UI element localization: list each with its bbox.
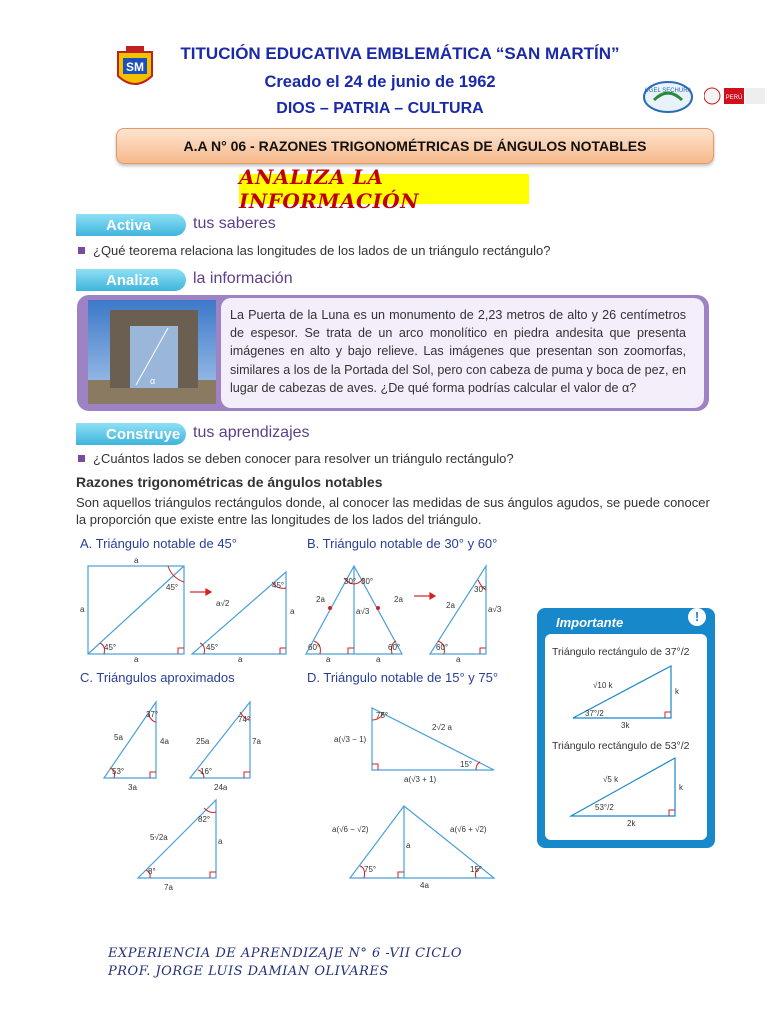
label-4a: 4a [420, 881, 429, 890]
label-75: 75° [364, 865, 377, 874]
caption-d: D. Triángulo notable de 15° y 75° [307, 670, 499, 685]
label-45: 45° [272, 581, 285, 590]
label-60: 60° [436, 643, 449, 652]
label-2sqrt2a: 2√2 a [432, 723, 452, 732]
label-a: a [376, 655, 381, 664]
t1-side-label: k [675, 687, 679, 696]
label-a-sqrt3: a√3 [488, 605, 502, 614]
t2-hyp-label: √5 k [603, 775, 619, 784]
label-30: 30° [344, 577, 357, 586]
t2-angle-label: 53°/2 [595, 803, 614, 812]
label-24a: 24a [214, 783, 228, 792]
construye-pill: Construye [76, 423, 186, 445]
label-5sqrt2a: 5√2a [150, 833, 168, 842]
school-name: TITUCIÓN EDUCATIVA EMBLEMÁTICA “SAN MARTÍN” [180, 44, 620, 63]
caption-a: A. Triángulo notable de 45° [80, 536, 237, 551]
label-37: 37° [146, 710, 159, 719]
label-25a: 25a [196, 737, 210, 746]
label-8: 8° [148, 867, 156, 876]
razones-description: Son aquellos triángulos rectángulos donde, al conocer las medidas de sus ángulos agudos, se puede conocer la proporción que existe entre las longitudes de los lados del triángulo. [76, 495, 710, 527]
label-5a: 5a [114, 733, 123, 742]
t1-hyp-label: √10 k [593, 681, 613, 690]
importante-title: Importante [556, 615, 624, 630]
importante-t1-title: Triángulo rectángulo de 37°/2 [552, 646, 690, 658]
creation-date: Creado el 24 de junio de 1962 [264, 73, 496, 91]
label-53: 53° [112, 767, 125, 776]
school-motto: DIOS – PATRIA – CULTURA [276, 100, 484, 117]
construye-subtitle: tus aprendizajes [193, 424, 310, 441]
t1-angle-label: 37°/2 [585, 709, 604, 718]
label-60: 60° [388, 643, 401, 652]
label-2a: 2a [446, 601, 455, 610]
label-a: a [218, 837, 223, 846]
label-a: a [134, 655, 139, 664]
label-a: a [326, 655, 331, 664]
footer-teacher: PROF. JORGE LUIS DAMIAN OLIVARES [108, 964, 389, 979]
label-a: a [134, 556, 139, 565]
label-75: 75° [376, 711, 389, 720]
activa-pill: Activa [76, 214, 186, 236]
logo-text: SM [126, 60, 144, 74]
caption-c: C. Triángulos aproximados [80, 670, 235, 685]
analiza-banner-text: ANALIZA LA INFORMACIÓN [239, 165, 420, 213]
ugel-text: UGEL SECHURA [644, 88, 692, 94]
label-a-sqrt2: a√2 [216, 599, 230, 608]
label-30: 30° [361, 577, 374, 586]
t1-base-label: 3k [621, 721, 630, 730]
importante-t2-title: Triángulo rectángulo de 53°/2 [552, 740, 690, 752]
label-a: a [290, 607, 295, 616]
triangle-15-75 [372, 708, 494, 770]
t2-base-label: 2k [627, 819, 636, 828]
label-45: 45° [206, 643, 219, 652]
label-7a: 7a [164, 883, 173, 892]
label-a: a [80, 605, 85, 614]
label-45: 45° [166, 583, 179, 592]
activa-subtitle: tus saberes [193, 215, 276, 232]
label-a-sqrt6-minus-sqrt2: a(√6 − √2) [332, 825, 369, 834]
label-82: 82° [198, 815, 211, 824]
label-15: 15° [460, 760, 473, 769]
diagonal-45 [88, 566, 184, 654]
analiza-text: La Puerta de la Luna es un monumento de 2,23 metros de alto y 26 centímetros de espesor. Se trata de un arco monolítico en piedra andesita que presenta imágenes en alto y bajo relieve. Las imágenes que presentan son zoomorfas, similares a los de la Portada del Sol, pero con cabeza de puma y boca de pez, en lugar de cabezas de aves. ¿De qué forma podrías calcular el valor de α? [230, 308, 686, 395]
label-2a: 2a [394, 595, 403, 604]
photo-alpha: α [150, 376, 156, 386]
construye-question: ¿Cuántos lados se deben conocer para resolver un triángulo rectángulo? [93, 451, 514, 466]
label-7a: 7a [252, 737, 261, 746]
importante-triangles [545, 634, 707, 840]
label-a: a [456, 655, 461, 664]
label-45: 45° [104, 643, 117, 652]
razones-title: Razones trigonométricas de ángulos notables [76, 474, 383, 490]
label-a-sqrt3: a√3 [356, 607, 370, 616]
label-a: a [406, 841, 411, 850]
caption-b: B. Triángulo notable de 30° y 60° [307, 536, 498, 551]
label-a: a [238, 655, 243, 664]
label-a-sqrt3-minus-1: a(√3 − 1) [334, 735, 367, 744]
analiza-subtitle: la información [193, 270, 293, 287]
label-16: 16° [200, 767, 213, 776]
activity-title-bar: A.A N° 06 - RAZONES TRIGONOMÉTRICAS DE ÁNGULOS NOTABLES [116, 128, 714, 164]
t2-side-label: k [679, 783, 683, 792]
activa-question: ¿Qué teorema relaciona las longitudes de los lados de un triángulo rectángulo? [93, 243, 551, 258]
analiza-pill: Analiza [76, 269, 186, 291]
label-a-sqrt3-plus-1: a(√3 + 1) [404, 775, 437, 784]
label-a-sqrt6-plus-sqrt2: a(√6 + √2) [450, 825, 487, 834]
label-4a: 4a [160, 737, 169, 746]
label-60: 60° [308, 643, 321, 652]
label-15: 15° [470, 865, 483, 874]
footer-experience: EXPERIENCIA DE APRENDIZAJE N° 6 -VII CICLO [108, 946, 462, 961]
exclamation-icon: ! [688, 608, 706, 626]
peru-text: PERÚ [725, 95, 743, 101]
label-3a: 3a [128, 783, 137, 792]
label-2a: 2a [316, 595, 325, 604]
label-30: 30° [474, 585, 487, 594]
label-74: 74° [238, 715, 251, 724]
